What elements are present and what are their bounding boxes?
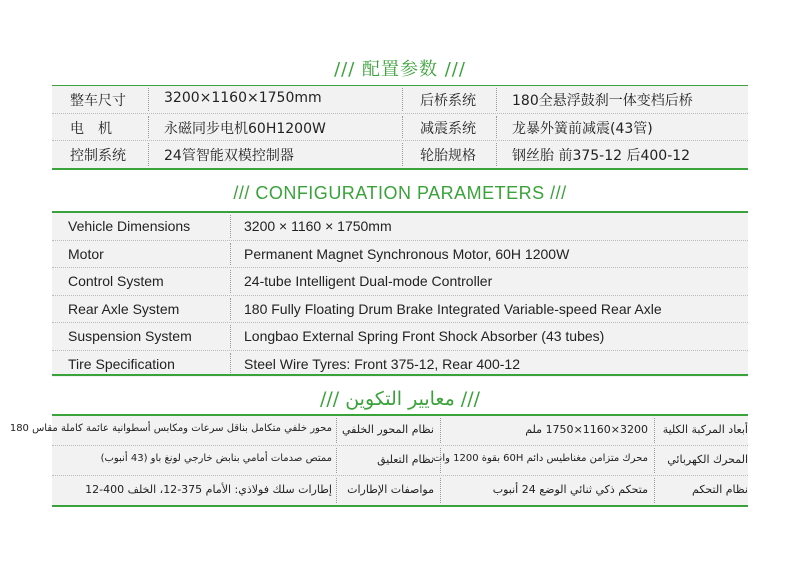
row-label: Vehicle Dimensions bbox=[68, 218, 191, 234]
row-value: متحكم ذكي ثنائي الوضع 24 أنبوب bbox=[492, 483, 648, 496]
row-value: 180全悬浮鼓刹一体变档后桥 bbox=[512, 93, 693, 109]
ar-spec-table bbox=[9, 416, 748, 505]
row-value: إطارات سلك فولاذي: الأمام 375-12، الخلف 400-12 bbox=[85, 483, 332, 496]
table-row bbox=[9, 416, 748, 445]
cn-section-title: /// 配置参数 /// bbox=[334, 59, 466, 80]
row-label: نظام المحور الخلفي bbox=[342, 423, 434, 436]
row-value: محور خلفي متكامل بناقل سرعات ومكابس أسطوانية عائمة كاملة مقاس 180 bbox=[9, 423, 332, 434]
row-label: 控制系统 bbox=[70, 148, 126, 164]
table-row bbox=[52, 267, 748, 295]
row-value: محرك متزامن مغناطيس دائم 60H بقوة 1200 وات bbox=[432, 453, 648, 464]
table-row bbox=[52, 140, 748, 168]
table-row bbox=[52, 350, 748, 378]
ar-section-title: /// معايير التكوين /// bbox=[319, 388, 481, 410]
ar-bottom-rule bbox=[52, 505, 748, 507]
row-value: 3200 × 1160 × 1750mm bbox=[244, 218, 392, 234]
row-value: 龙暴外簧前减震(43管) bbox=[512, 120, 653, 137]
cn-bottom-rule bbox=[52, 168, 748, 170]
row-value: ممتص صدمات أمامي بنابض خارجي لونغ باو (43 أنبوب) bbox=[100, 453, 332, 464]
row-value: 永磁同步电机60H1200W bbox=[164, 120, 326, 137]
row-label: 减震系统 bbox=[420, 120, 476, 137]
row-label: Motor bbox=[68, 245, 104, 262]
row-value: 3200×1160×1750mm bbox=[164, 90, 322, 106]
en-spec-table bbox=[52, 213, 748, 377]
cn-spec-table bbox=[52, 86, 748, 168]
row-label: أبعاد المركبة الكلية bbox=[662, 423, 748, 436]
row-value: 180 Fully Floating Drum Brake Integrated Variable-speed Rear Axle bbox=[244, 300, 662, 317]
row-value: 24管智能双模控制器 bbox=[164, 148, 294, 164]
table-row bbox=[52, 475, 748, 505]
row-label: 后桥系统 bbox=[420, 93, 476, 109]
table-row bbox=[52, 295, 748, 323]
row-label: Control System bbox=[68, 273, 164, 289]
table-row bbox=[52, 322, 748, 350]
row-label: 电 机 bbox=[70, 120, 112, 137]
table-row bbox=[52, 213, 748, 240]
row-label: Tire Specification bbox=[68, 355, 175, 372]
row-value: 钢丝胎 前375-12 后400-12 bbox=[512, 148, 691, 164]
en-section-title: /// CONFIGURATION PARAMETERS /// bbox=[233, 183, 567, 203]
row-label: Rear Axle System bbox=[68, 300, 180, 317]
table-row bbox=[52, 113, 748, 141]
row-label: مواصفات الإطارات bbox=[347, 483, 434, 496]
row-label: نظام التعليق bbox=[377, 453, 434, 466]
row-value: Permanent Magnet Synchronous Motor, 60H 1200W bbox=[244, 245, 570, 262]
table-row bbox=[52, 86, 748, 113]
row-value: Longbao External Spring Front Shock Absorber (43 tubes) bbox=[244, 328, 605, 344]
row-value: 24-tube Intelligent Dual-mode Controller bbox=[244, 273, 493, 289]
row-label: 整车尺寸 bbox=[70, 93, 126, 109]
row-value: 3200×1160×1750 ملم bbox=[525, 423, 648, 436]
table-row bbox=[52, 445, 748, 475]
row-value: Steel Wire Tyres: Front 375-12, Rear 400-12 bbox=[244, 355, 520, 372]
row-label: نظام التحكم bbox=[692, 483, 748, 496]
row-label: المحرك الكهربائي bbox=[667, 453, 748, 466]
en-bottom-rule bbox=[52, 374, 748, 376]
row-label: Suspension System bbox=[68, 328, 192, 344]
table-row bbox=[52, 240, 748, 268]
row-label: 轮胎规格 bbox=[420, 148, 476, 164]
